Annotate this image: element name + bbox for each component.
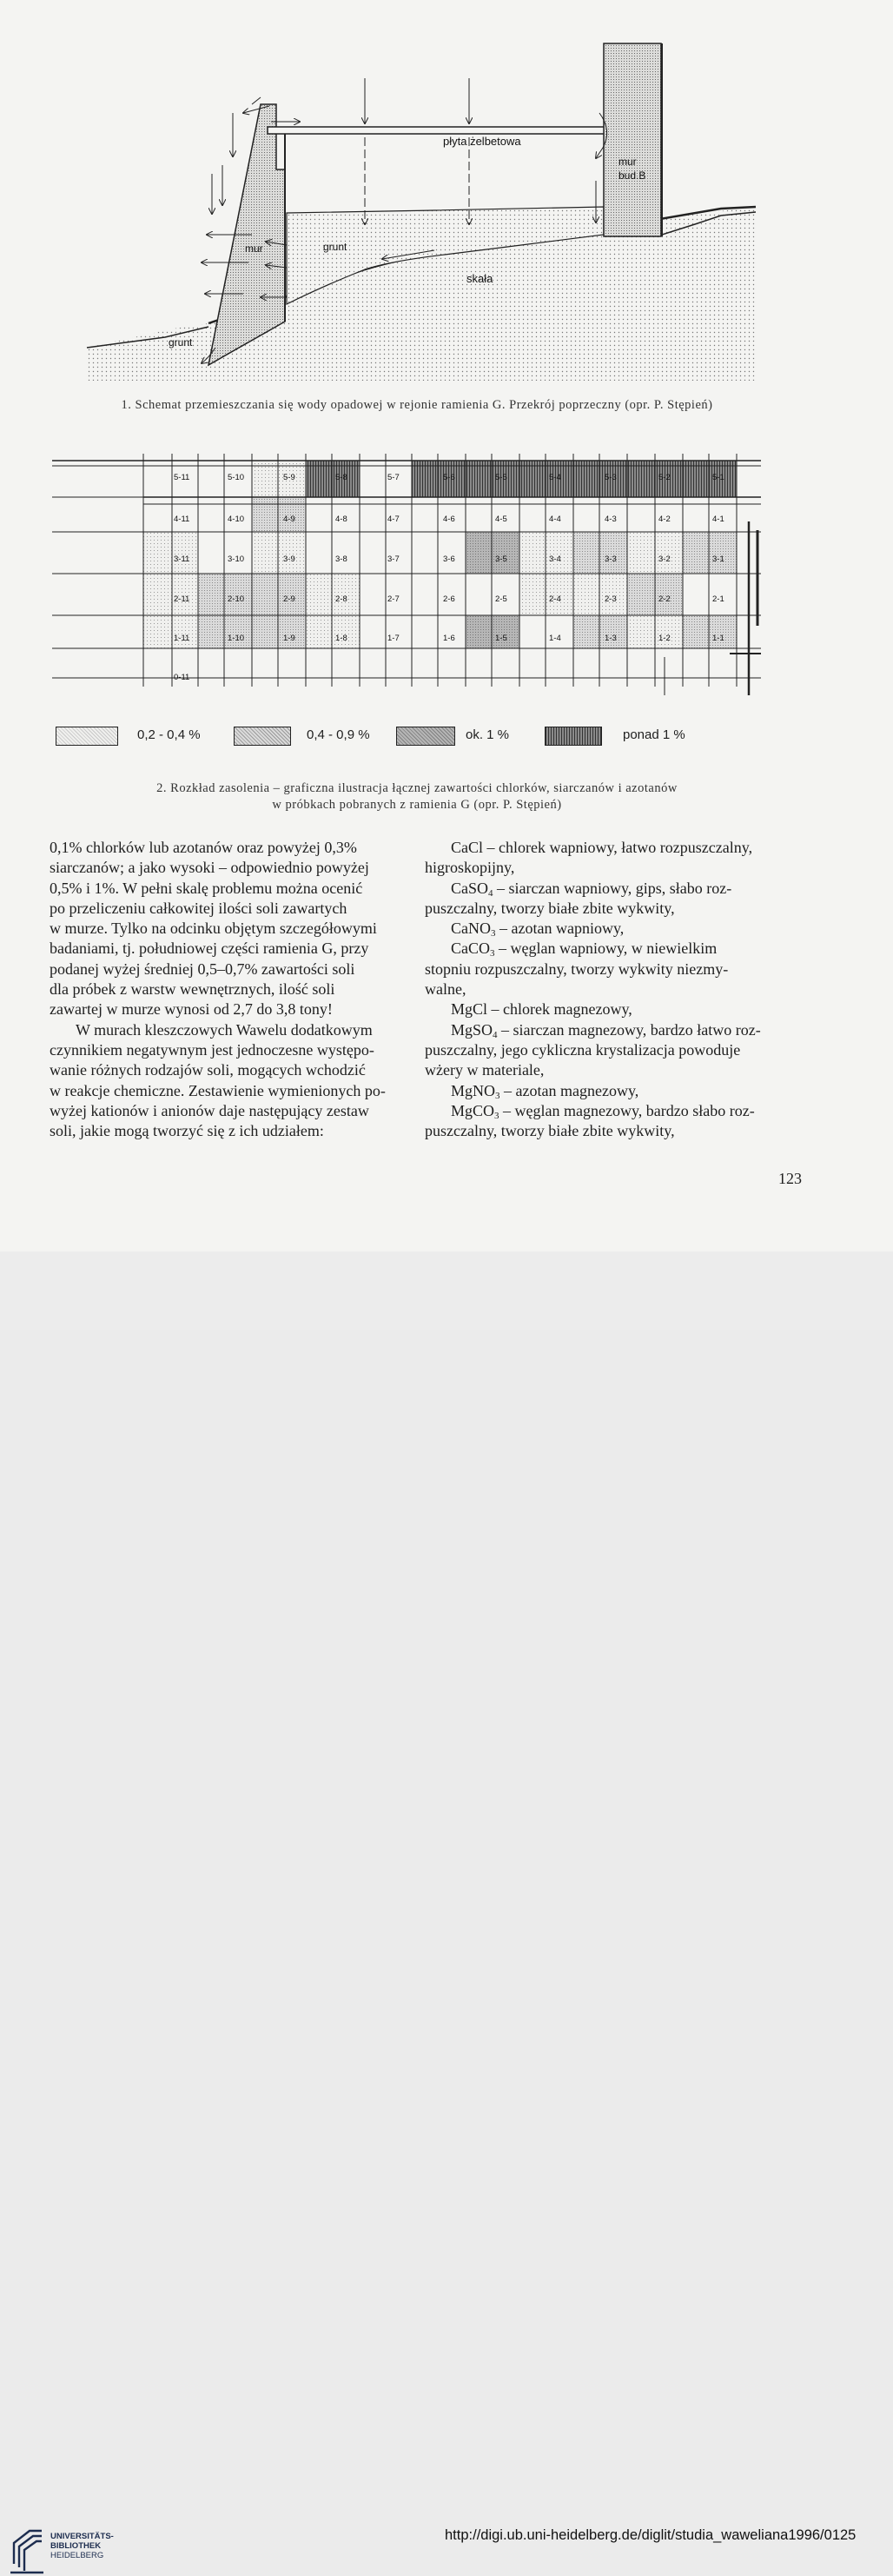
page-number: 123 [778,1170,802,1187]
sample-cell-label: 3-7 [387,554,400,564]
figure2-caption-line2: w próbkach pobranych z ramienia G (opr. P. Stępień) [272,798,562,812]
salt-entry [425,1101,805,1121]
sample-cell-label: 2-10 [228,594,245,604]
sample-cell-label: 1-6 [443,634,455,643]
salt-entry [425,939,805,959]
sample-cell-label: 2-7 [387,594,400,604]
salt-entry [425,999,805,1019]
sample-cell-label: 5-6 [443,473,455,482]
formula-subscript: 3 [491,928,496,939]
salt-description: – siarczan wapniowy, gips, słabo roz- [493,879,732,897]
sample-cell-label: 3-1 [712,554,724,564]
soil-upper-label: grunt [323,241,347,253]
salt-description: – chlorek wapniowy, łatwo rozpuszczalny, [483,839,753,856]
salt-entry [425,879,805,899]
grid-cell-shading [252,532,306,574]
salt-description-cont: wżery w materiale, [425,1061,545,1079]
grid-cell-shading [143,532,198,574]
salt-description: – siarczan magnezowy, bardzo łatwo roz- [497,1020,761,1039]
sample-cell-label: 4-5 [495,515,507,524]
grid-cell-shading [683,615,737,648]
rock-label: skała [466,272,493,285]
sample-cell-label: 2-6 [443,594,455,604]
sample-cell-label: 3-3 [605,554,617,564]
salt-description-cont: puszczalny, tworzy białe zbite wykwity, [425,899,675,917]
grid-cell-shading [466,615,519,648]
legend-label-2: 0,4 - 0,9 % [307,727,370,742]
salt-description-cont: stopniu rozpuszczalny, tworzy wykwity niezmy- [425,959,729,978]
grid-cell-shading [143,574,198,615]
salt-formula: CaCO [451,939,490,958]
salt-entry [425,1020,805,1040]
sample-cell-label: 5-1 [712,473,724,482]
sample-cell-label: 1-9 [283,634,295,643]
sample-cell-label: 3-4 [549,554,561,564]
sample-cell-label: 5-7 [387,473,400,482]
figure1-caption: 1. Schemat przemieszczania się wody opadowej w rejonie ramienia G. Przekrój poprzeczny (opr. P. Stępień) [121,398,713,412]
sample-cell-label: 5-10 [228,473,245,482]
salt-formula: MgCO [451,1101,495,1119]
right-column [425,838,805,1141]
grid-cell-shading [573,615,627,648]
figure2-salinity-grid [48,452,769,704]
sample-cell-label: 1-4 [549,634,561,643]
slab-label: płyta żelbetowa [443,135,521,148]
formula-subscript: 3 [490,948,495,959]
sample-cell-label: 5-11 [174,473,190,482]
sample-cell-label: 4-9 [283,515,295,524]
grid-cell-shading [306,574,360,615]
sample-cell-label: 5-3 [605,473,617,482]
sample-cell-label: 3-5 [495,554,507,564]
library-logo-icon [9,2526,45,2576]
building-wall-label-1: mur [618,156,637,168]
sample-cell-label: 3-8 [335,554,347,564]
sample-cell-label: 2-5 [495,594,507,604]
wall-label: mur [245,242,263,255]
salt-entry [425,838,805,858]
legend-swatch-1 [56,727,118,746]
grid-cell-shading [683,532,737,574]
formula-subscript: 3 [494,1110,499,1121]
sample-cell-label: 2-2 [658,594,671,604]
library-line-3: HEIDELBERG [50,2551,104,2560]
left-line: soli, jakie mogą tworzyć się z ich udziałem: [50,1122,324,1140]
sample-cell-label: 1-3 [605,634,617,643]
grid-cell-shading [466,532,519,574]
building-wall [604,43,661,236]
salt-description: – węglan magnezowy, bardzo słabo roz- [499,1101,755,1119]
left-line: badaniami, tj. południowej części ramienia G, przy [50,939,369,958]
source-url-link[interactable]: http://digi.ub.uni-heidelberg.de/diglit/studia_waweliana1996/0125 [445,2527,857,2543]
sample-cell-label: 3-9 [283,554,295,564]
sample-cell-label: 5-5 [495,473,507,482]
legend-swatch-2 [234,727,291,746]
legend-swatch-3 [396,727,455,746]
salt-formula: CaCl [451,839,484,856]
scanned-page [0,0,893,1251]
grid-cell-shading [306,615,360,648]
left-line: w reakcje chemiczne. Zestawienie wymienionych po- [50,1081,386,1099]
salt-description-cont: puszczalny, tworzy białe zbite wykwity, [425,1122,675,1140]
sample-cell-label: 3-11 [174,554,190,564]
sample-cell-label: 2-3 [605,594,617,604]
concrete-slab [268,127,605,134]
building-wall-label-2: bud.B [618,169,646,182]
salt-formula: MgSO [451,1020,493,1039]
sample-cell-label: 1-11 [174,634,190,643]
salt-formula: MgCl [451,1000,488,1019]
legend [56,727,751,749]
grid-cell-shading [252,615,306,648]
sample-cell-label: 2-9 [283,594,295,604]
left-line: dla próbek z warstw wewnętrznych, ilość soli [50,980,335,999]
legend-label-1: 0,2 - 0,4 % [137,727,201,742]
salt-formula: CaNO [451,920,491,938]
salt-formula: MgNO [451,1081,496,1099]
left-line: wanie różnych rodzajów soli, mogących wchodzić [50,1061,366,1079]
salt-entry [425,919,805,939]
salt-description: – chlorek magnezowy, [487,1000,632,1019]
salt-description-cont: higroskopijny, [425,859,515,877]
grid-cell-shading [519,532,573,574]
legend-label-3: ok. 1 % [466,727,510,742]
sample-cell-label: 3-10 [228,554,245,564]
sample-cell-label: 4-10 [228,515,245,524]
sample-cell-label: 0-11 [174,673,190,682]
left-line: siarczanów; a jako wysoki – odpowiednio powyżej [50,859,369,877]
left-line: zawartej w murze wynosi od 2,7 do 3,8 tony! [50,1000,333,1019]
sample-cell-label: 4-7 [387,515,400,524]
sample-cell-label: 5-9 [283,473,295,482]
legend-swatch-4 [545,727,602,746]
left-line: w murze. Tylko na odcinku objętym szczegółowymi [50,920,377,938]
sample-cell-label: 2-11 [174,594,190,604]
sample-cell-label: 5-8 [335,473,347,482]
library-line-1: UNIVERSITÄTS- [50,2532,114,2541]
left-line: po przeliczeniu całkowitej ilości soli zawartych [50,899,347,917]
sample-cell-label: 5-2 [658,473,671,482]
grid-cell-shading [198,615,252,648]
salt-description: – azotan magnezowy, [499,1081,639,1099]
salt-description-cont: puszczalny, jego cykliczna krystalizacja powoduje [425,1040,741,1059]
sample-cell-label: 4-2 [658,515,671,524]
left-column [50,838,404,1141]
salt-description-cont: walne, [425,980,466,999]
salt-entry [425,1081,805,1101]
salt-description: – azotan wapniowy, [495,920,625,938]
sample-cell-label: 4-4 [549,515,561,524]
sample-cell-label: 4-6 [443,515,455,524]
grid-cell-shading [143,615,198,648]
left-line: W murach kleszczowych Wawelu dodatkowym [76,1020,373,1039]
sample-cell-label: 1-2 [658,634,671,643]
grid-cell-shading [519,574,573,615]
library-line-2: BIBLIOTHEK [50,2541,102,2551]
library-name [50,2532,114,2560]
sample-cell-label: 1-1 [712,634,724,643]
left-line: 0,1% chlorków lub azotanów oraz powyżej 0,3% [50,839,357,856]
formula-subscript: 4 [493,1029,498,1040]
sample-cell-label: 5-4 [549,473,561,482]
sample-cell-label: 3-2 [658,554,671,564]
grid-cell-shading [252,497,306,532]
sample-cell-label: 1-8 [335,634,347,643]
legend-label-4: ponad 1 % [623,727,685,742]
sample-cell-label: 2-4 [549,594,561,604]
left-line: podanej wyżej średniej 0,5–0,7% zawartości soli [50,959,355,978]
formula-subscript: 4 [488,887,493,899]
sample-cell-label: 4-1 [712,515,724,524]
sample-cell-label: 1-7 [387,634,400,643]
grid-cell-shading [573,532,627,574]
left-line: czynnikiem negatywnym jest jednoczesne występo- [50,1040,374,1059]
grid-cell-shading [252,574,306,615]
figure2-caption-line1: 2. Rozkład zasolenia – graficzna ilustracja łącznej zawartości chlorków, siarczanów i azotanów [156,781,678,795]
soil-lower-label: grunt [169,336,193,349]
sample-cell-label: 4-8 [335,515,347,524]
salt-formula: CaSO [451,879,489,897]
sample-cell-label: 2-8 [335,594,347,604]
grid-cell-shading [573,574,627,615]
formula-subscript: 3 [495,1090,500,1101]
left-line: 0,5% i 1%. W pełni skalę problemu można ocenić [50,879,363,897]
sample-cell-label: 2-1 [712,594,724,604]
sample-cell-label: 1-5 [495,634,507,643]
sample-cell-label: 4-11 [174,515,190,524]
sample-cell-label: 4-3 [605,515,617,524]
left-line: wyżej kationów i anionów daje następujący zestaw [50,1101,369,1119]
footer [0,1251,893,2560]
figure1-cross-section [78,35,773,391]
sample-cell-label: 3-6 [443,554,455,564]
salt-description: – węglan wapniowy, w niewielkim [494,939,718,958]
sample-cell-label: 1-10 [228,634,245,643]
